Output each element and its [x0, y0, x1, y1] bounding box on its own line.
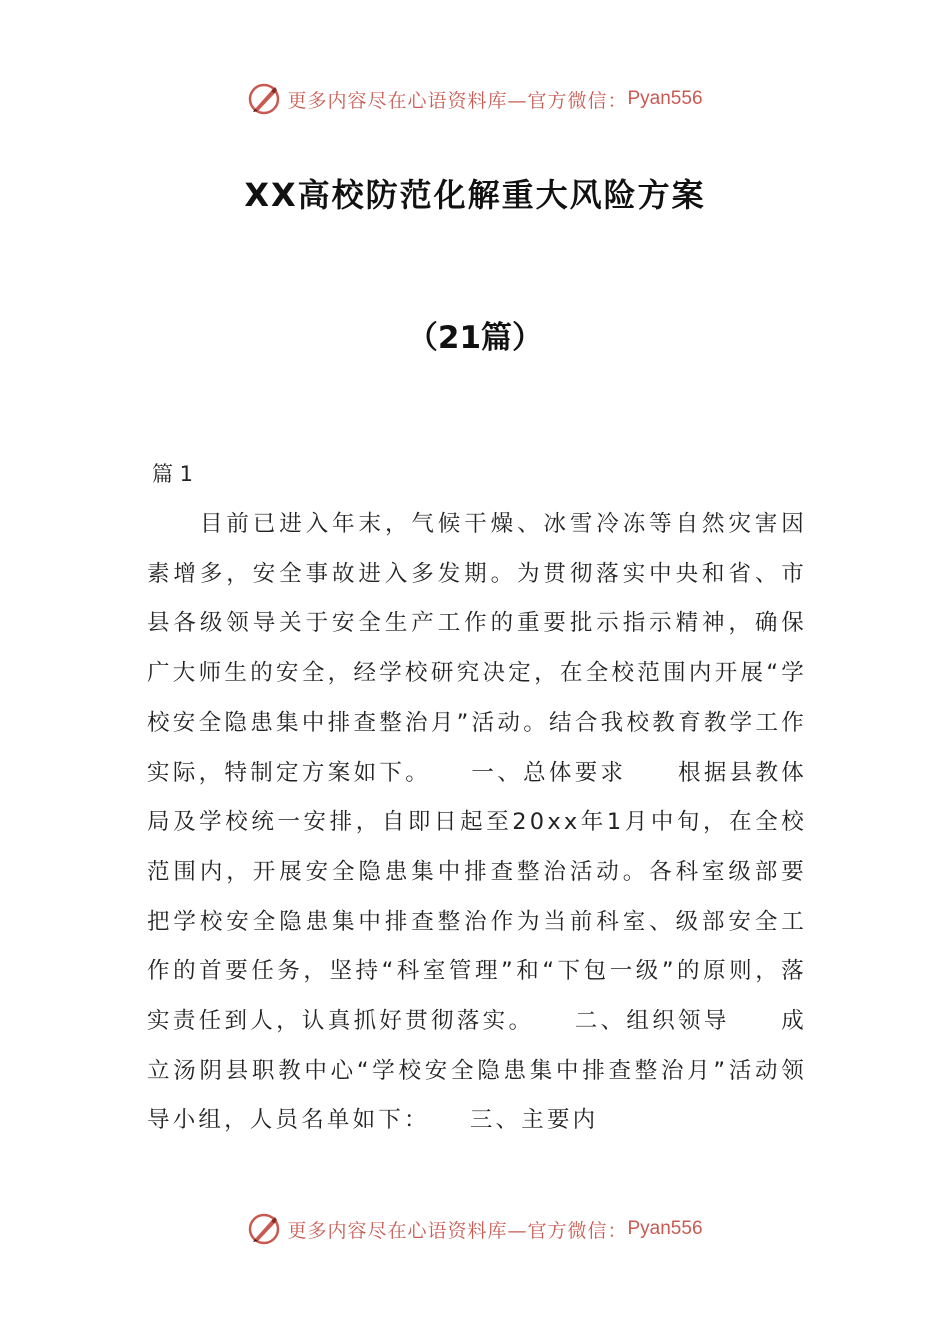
watermark-footer	[0, 1212, 950, 1246]
pen-logo-icon	[247, 82, 281, 116]
body-paragraph: 目前已进入年末，气候干燥、冰雪冷冻等自然灾害因素增多，安全事故进入多发期。为贯彻落实中央和省、市县各级领导关于安全生产工作的重要批示指示精神，确保广大师生的安全，经学校研究决定，在全校范围内开展“学校安全隐患集中排查整治月”活动。结合我校教育教学工作实际，特制定方案如下。 一、总体要求 根据县教体局及学校统一安排，自即日起至20xx年1月中旬，在全校范围内，开展安全隐患集中排查整治活动。各科室级部要把学校安全隐患集中排查整治作为当前科室、级部安全工作的首要任务，坚持“科室管理”和“下包一级”的原则，落实责任到人，认真抓好贯彻落实。 二、组织领导 成立汤阴县职教中心“学校安全隐患集中排查整治月”活动领导小组，人员名单如下： 三、主要内	[147, 511, 807, 1134]
watermark-wechat-id: Pyan556	[627, 88, 703, 109]
watermark-text: 更多内容尽在心语资料库—官方微信：	[287, 1219, 628, 1242]
watermark-header	[0, 82, 950, 116]
watermark-wechat-id: Pyan556	[627, 1218, 703, 1239]
section-label: 篇 1	[152, 462, 194, 486]
document-subtitle: （21篇）	[406, 320, 544, 356]
watermark-text: 更多内容尽在心语资料库—官方微信：	[287, 89, 628, 112]
document-title: XX高校防范化解重大风险方案	[244, 176, 706, 214]
pen-logo-icon	[247, 1212, 281, 1246]
